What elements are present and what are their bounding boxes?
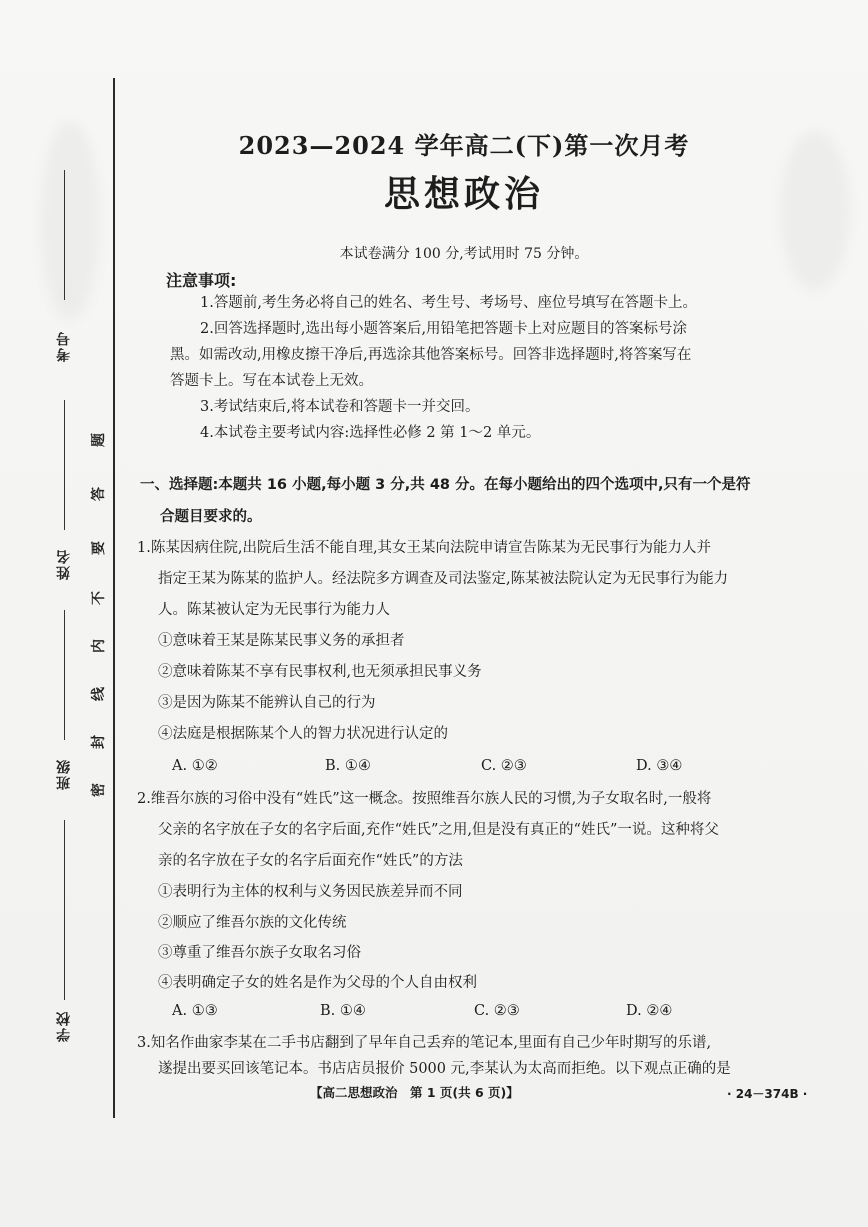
notice-heading: 注意事项:	[166, 271, 237, 290]
question-item: ④法庭是根据陈某个人的智力状况进行认定的	[158, 726, 448, 742]
name-label: 姓名	[56, 548, 72, 580]
seal-char: 答	[91, 487, 107, 501]
class-label: 班级	[56, 758, 72, 790]
question-item: ③是因为陈某不能辨认自己的行为	[158, 695, 376, 711]
answer-option: A. ①③	[172, 1003, 218, 1019]
name-underline	[64, 400, 65, 530]
answer-option: D. ③④	[636, 758, 683, 774]
seal-char: 题	[91, 433, 107, 447]
seal-char: 要	[91, 541, 107, 555]
exam-title: 2023—2024 学年高二(下)第一次月考	[238, 131, 690, 160]
answer-option: C. ②③	[481, 758, 527, 774]
question-item: ③尊重了维吾尔族子女取名习俗	[158, 945, 361, 961]
school-underline	[64, 820, 65, 1000]
answer-option: D. ②④	[626, 1003, 673, 1019]
answer-option: B. ①④	[320, 1003, 366, 1019]
notice-line: 2.回答选择题时,选出每小题答案后,用铅笔把答题卡上对应题目的答案标号涂	[200, 321, 688, 337]
question-item: ②意味着陈某不享有民事权利,也无须承担民事义务	[158, 664, 482, 680]
paper-code: · 24－374B ·	[727, 1087, 808, 1101]
question-stem: 指定王某为陈某的监护人。经法院多方调查及司法鉴定,陈某被法院认定为无民事行为能力	[158, 571, 729, 587]
notice-line: 4.本试卷主要考试内容:选择性必修 2 第 1～2 单元。	[200, 425, 541, 441]
seal-char: 封	[91, 735, 107, 749]
section-heading-cont: 合题目要求的。	[160, 509, 262, 525]
seal-char: 内	[91, 639, 107, 653]
notice-line: 答题卡上。写在本试卷上无效。	[170, 373, 373, 389]
subject-title: 思想政治	[383, 174, 544, 215]
seal-char: 密	[91, 783, 107, 797]
exam-info: 本试卷满分 100 分,考试用时 75 分钟。	[339, 246, 589, 262]
class-underline	[64, 610, 65, 740]
answer-option: B. ①④	[325, 758, 371, 774]
section-heading: 一、选择题:本题共 16 小题,每小题 3 分,共 48 分。在每小题给出的四个选项中,只有一个是符	[140, 477, 751, 493]
seal-char: 线	[91, 687, 107, 701]
notice-line: 1.答题前,考生务必将自己的姓名、考生号、考场号、座位号填写在答题卡上。	[200, 295, 697, 311]
exam-no-label: 考号	[56, 330, 72, 362]
binding-line	[113, 78, 115, 1118]
notice-line: 黑。如需改动,用橡皮擦干净后,再选涂其他答案标号。回答非选择题时,将答案写在	[170, 347, 692, 363]
question-item: ①表明行为主体的权利与义务因民族差异而不同	[158, 884, 463, 900]
question-item: ②顺应了维吾尔族的文化传统	[158, 915, 347, 931]
school-label: 学校	[56, 1010, 72, 1042]
question-stem: 遂提出要买回该笔记本。书店店员报价 5000 元,李某认为太高而拒绝。以下观点正确的是	[158, 1061, 731, 1077]
question-stem: 父亲的名字放在子女的名字后面,充作“姓氏”之用,但是没有真正的“姓氏”一说。这种将父	[158, 822, 719, 838]
question-item: ①意味着王某是陈某民事义务的承担者	[158, 633, 405, 649]
question-stem: 3.知名作曲家李某在二手书店翻到了早年自己丢弃的笔记本,里面有自己少年时期写的乐谱,	[137, 1035, 712, 1051]
question-stem: 亲的名字放在子女的名字后面充作“姓氏”的方法	[158, 853, 463, 869]
answer-option: A. ①②	[172, 758, 218, 774]
question-item: ④表明确定子女的姓名是作为父母的个人自由权利	[158, 975, 477, 991]
seal-char: 不	[91, 591, 107, 605]
question-stem: 2.维吾尔族的习俗中没有“姓氏”这一概念。按照维吾尔族人民的习惯,为子女取名时,一般将	[137, 791, 712, 807]
notice-line: 3.考试结束后,将本试卷和答题卡一并交回。	[200, 399, 480, 415]
page-footer: 【高二思想政治 第 1 页(共 6 页)】	[310, 1085, 519, 1100]
question-stem: 人。陈某被认定为无民事行为能力人	[158, 602, 390, 618]
question-stem: 1.陈某因病住院,出院后生活不能自理,其女王某向法院申请宣告陈某为无民事行为能力人并	[137, 540, 712, 556]
answer-option: C. ②③	[474, 1003, 520, 1019]
